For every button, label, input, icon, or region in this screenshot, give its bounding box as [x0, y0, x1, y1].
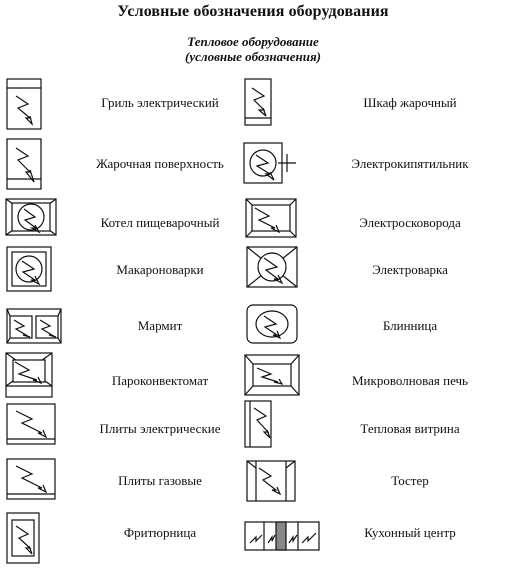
deep-fryer-icon: [6, 512, 40, 564]
microwave-oven-icon: [244, 354, 300, 396]
section-subtitle: Тепловое оборудование: [187, 34, 319, 49]
pancake-maker-icon: [246, 304, 298, 344]
label-roasting-oven: Шкаф жарочный: [363, 95, 457, 110]
label-microwave-oven: Микроволновая печь: [352, 373, 468, 388]
label-pancake-maker: Блинница: [382, 318, 438, 333]
combi-steamer-icon: [5, 352, 53, 398]
heated-display-icon: [244, 400, 274, 448]
water-boiler-icon: [243, 142, 299, 184]
label-heated-display: Тепловая витрина: [360, 421, 460, 436]
label-combi-steamer: Пароконвектомат: [111, 373, 209, 388]
label-pasta-cooker: Макароноварки: [116, 262, 204, 277]
electric-cooker-icon: [246, 246, 298, 288]
roasting-oven-icon: [244, 78, 272, 126]
label-water-boiler: Электрокипятильник: [351, 156, 469, 171]
label-toaster: Тостер: [391, 473, 429, 488]
toaster-icon: [246, 460, 296, 502]
frying-surface-icon: [6, 138, 42, 190]
label-electric-stove: Плиты электрические: [99, 421, 221, 436]
label-frying-surface: Жарочная поверхность: [96, 156, 224, 171]
page-title: Условные обозначения оборудования: [117, 3, 389, 20]
label-grill-electric: Гриль электрический: [101, 95, 219, 110]
electric-frying-pan-icon: [245, 198, 297, 238]
kitchen-center-icon: [244, 521, 320, 551]
electric-stove-icon: [6, 403, 56, 445]
section-subtitle-note: (условные обозначения): [185, 49, 321, 64]
label-electric-cooker: Электроварка: [372, 262, 448, 277]
pasta-cooker-icon: [6, 246, 52, 292]
label-gas-stove: Плиты газовые: [118, 473, 202, 488]
label-bain-marie: Мармит: [137, 318, 183, 333]
label-deep-fryer: Фритюрница: [123, 525, 197, 540]
label-kitchen-center: Кухонный центр: [364, 525, 456, 540]
gas-stove-icon: [6, 458, 56, 500]
label-electric-frying-pan: Электросковорода: [359, 215, 461, 230]
grill-electric-icon: [6, 78, 42, 130]
label-cooking-boiler: Котел пищеварочный: [100, 215, 220, 230]
bain-marie-icon: [6, 308, 62, 344]
cooking-boiler-icon: [5, 198, 57, 236]
